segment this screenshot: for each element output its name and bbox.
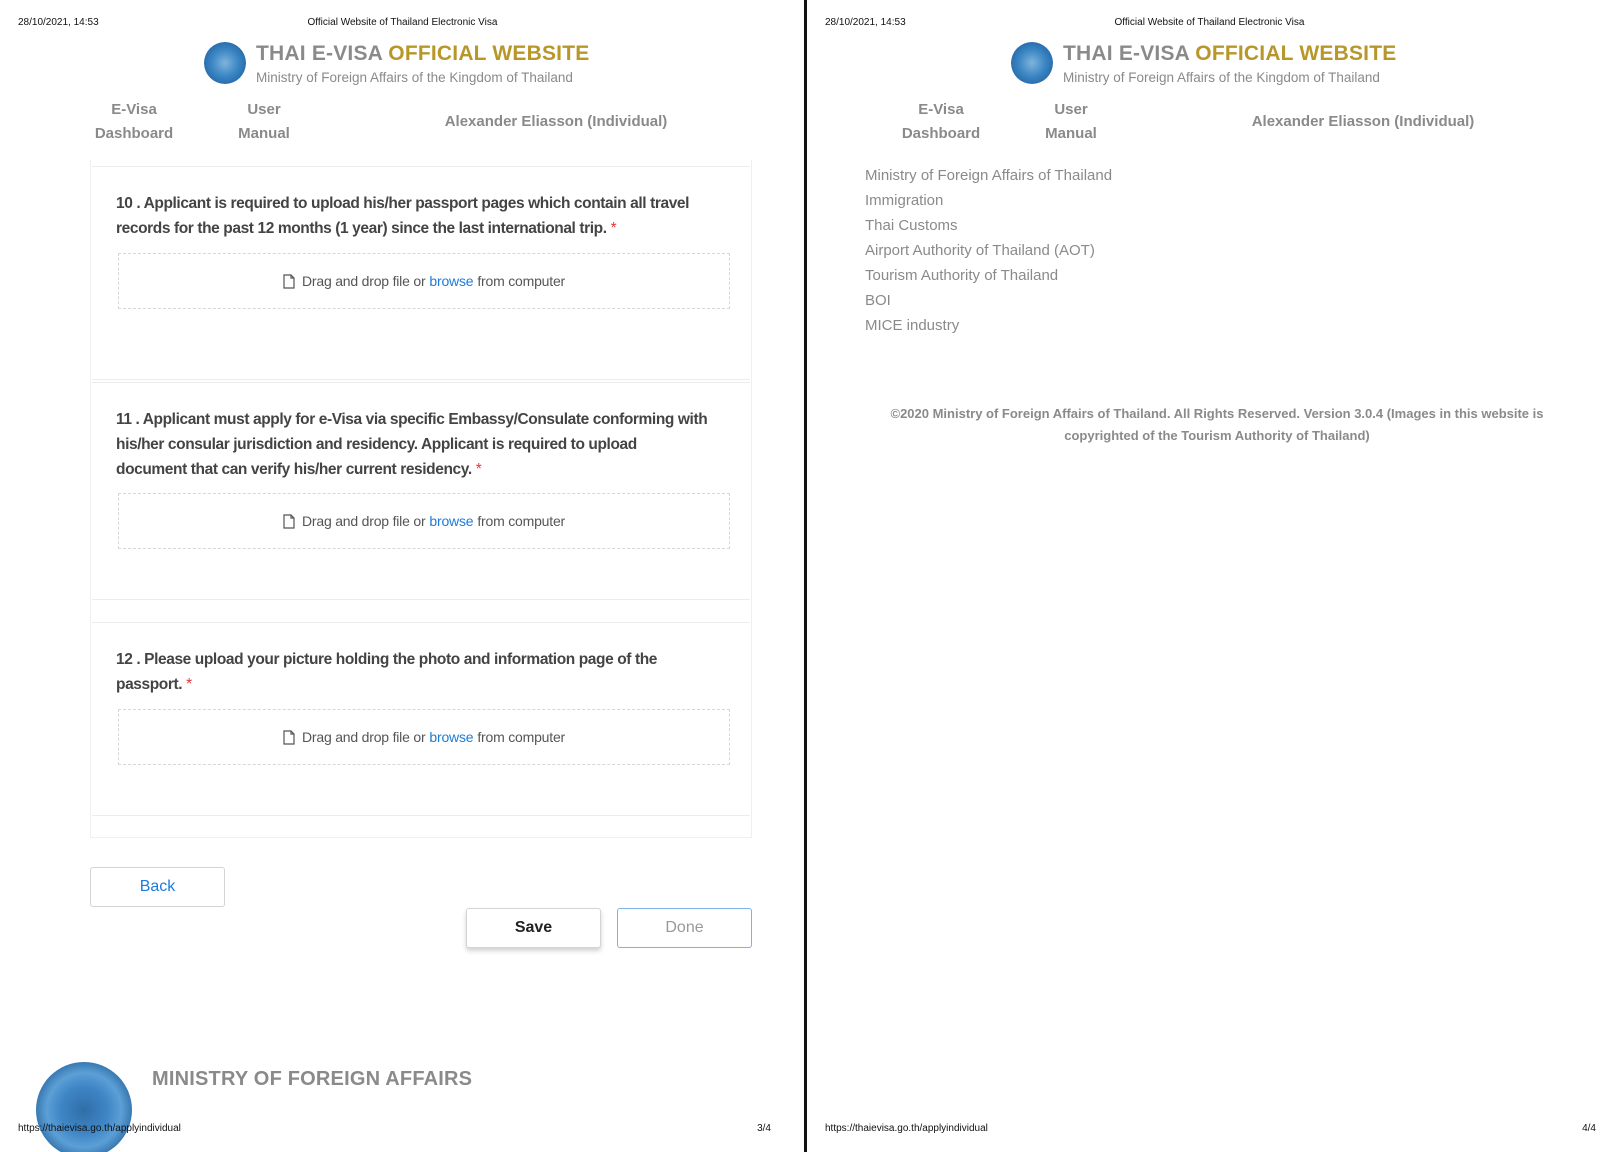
question-text: 10 . Applicant is required to upload his/her passport pages which contain all travel records for the past 12 months (1 year) since the last international trip. *	[116, 195, 690, 237]
file-icon	[283, 730, 295, 745]
required-marker: *	[475, 461, 482, 478]
nav-user-account[interactable]: Alexander Eliasson (Individual)	[444, 113, 668, 130]
thai-emblem-icon	[1011, 42, 1053, 84]
print-date: 28/10/2021, 14:53	[825, 17, 906, 28]
link-thai-customs[interactable]: Thai Customs	[865, 217, 958, 234]
print-page-4	[807, 0, 1611, 1152]
link-aot[interactable]: Airport Authority of Thailand (AOT)	[865, 242, 1095, 259]
question-text: 12 . Please upload your picture holding the photo and information page of the passport. *	[116, 651, 658, 693]
file-icon	[283, 274, 295, 289]
print-date: 28/10/2021, 14:53	[18, 17, 99, 28]
print-url: https://thaievisa.go.th/applyindividual	[825, 1123, 988, 1134]
site-subtitle: Ministry of Foreign Affairs of the Kingdom of Thailand	[256, 70, 573, 85]
ministry-emblem-icon	[36, 1062, 132, 1152]
top-nav	[807, 98, 1611, 148]
file-dropzone[interactable]: Drag and drop file or browse from computer	[118, 709, 730, 765]
browse-link[interactable]: browse	[429, 273, 474, 289]
required-marker: *	[610, 220, 617, 237]
question-10	[92, 166, 750, 380]
site-brand[interactable]	[1011, 40, 1431, 90]
print-page-number: 3/4	[757, 1123, 771, 1134]
link-tourism-authority[interactable]: Tourism Authority of Thailand	[865, 267, 1059, 284]
link-immigration[interactable]: Immigration	[865, 192, 944, 209]
file-dropzone[interactable]: Drag and drop file or browse from computer	[118, 253, 730, 309]
back-button[interactable]: Back	[90, 867, 225, 907]
print-title: Official Website of Thailand Electronic Visa	[1114, 17, 1305, 28]
site-title: THAI E-VISA OFFICIAL WEBSITE	[256, 42, 590, 65]
site-title: THAI E-VISA OFFICIAL WEBSITE	[1063, 42, 1397, 65]
nav-user-manual[interactable]: User Manual	[1045, 101, 1097, 142]
nav-evisa-dashboard[interactable]: E-Visa Dashboard	[94, 101, 174, 142]
link-mice-industry[interactable]: MICE industry	[865, 317, 960, 334]
site-subtitle: Ministry of Foreign Affairs of the Kingdom of Thailand	[1063, 70, 1380, 85]
related-links	[865, 163, 1112, 338]
file-dropzone[interactable]: Drag and drop file or browse from computer	[118, 493, 730, 549]
file-icon	[283, 514, 295, 529]
print-page-number: 4/4	[1582, 1123, 1596, 1134]
save-button[interactable]: Save	[466, 908, 601, 948]
print-page-3	[0, 0, 805, 1152]
question-12	[92, 622, 750, 816]
nav-user-account[interactable]: Alexander Eliasson (Individual)	[1251, 113, 1475, 130]
print-title: Official Website of Thailand Electronic Visa	[307, 17, 498, 28]
done-button[interactable]: Done	[617, 908, 752, 948]
thai-emblem-icon	[204, 42, 246, 84]
browse-link[interactable]: browse	[429, 513, 474, 529]
link-boi[interactable]: BOI	[865, 292, 891, 309]
link-mfa[interactable]: Ministry of Foreign Affairs of Thailand	[865, 167, 1113, 184]
nav-user-manual[interactable]: User Manual	[238, 101, 290, 142]
footer-ministry-name: MINISTRY OF FOREIGN AFFAIRS	[152, 1068, 473, 1090]
top-nav	[0, 98, 805, 148]
browse-link[interactable]: browse	[429, 729, 474, 745]
question-text: 11 . Applicant must apply for e-Visa via specific Embassy/Consulate conforming with his/her consular jurisdiction and residency. Applicant is required to upload document that can verify his/her current residency. *	[116, 411, 708, 478]
site-brand[interactable]	[204, 40, 624, 90]
nav-evisa-dashboard[interactable]: E-Visa Dashboard	[901, 101, 981, 142]
question-11	[92, 382, 750, 600]
copyright-notice: ©2020 Ministry of Foreign Affairs of Thailand. All Rights Reserved. Version 3.0.4 (Images in this website is copyrighted of the Tourism Authority of Thailand)	[890, 406, 1544, 443]
required-marker: *	[186, 676, 192, 693]
print-url: https://thaievisa.go.th/applyindividual	[18, 1123, 181, 1134]
